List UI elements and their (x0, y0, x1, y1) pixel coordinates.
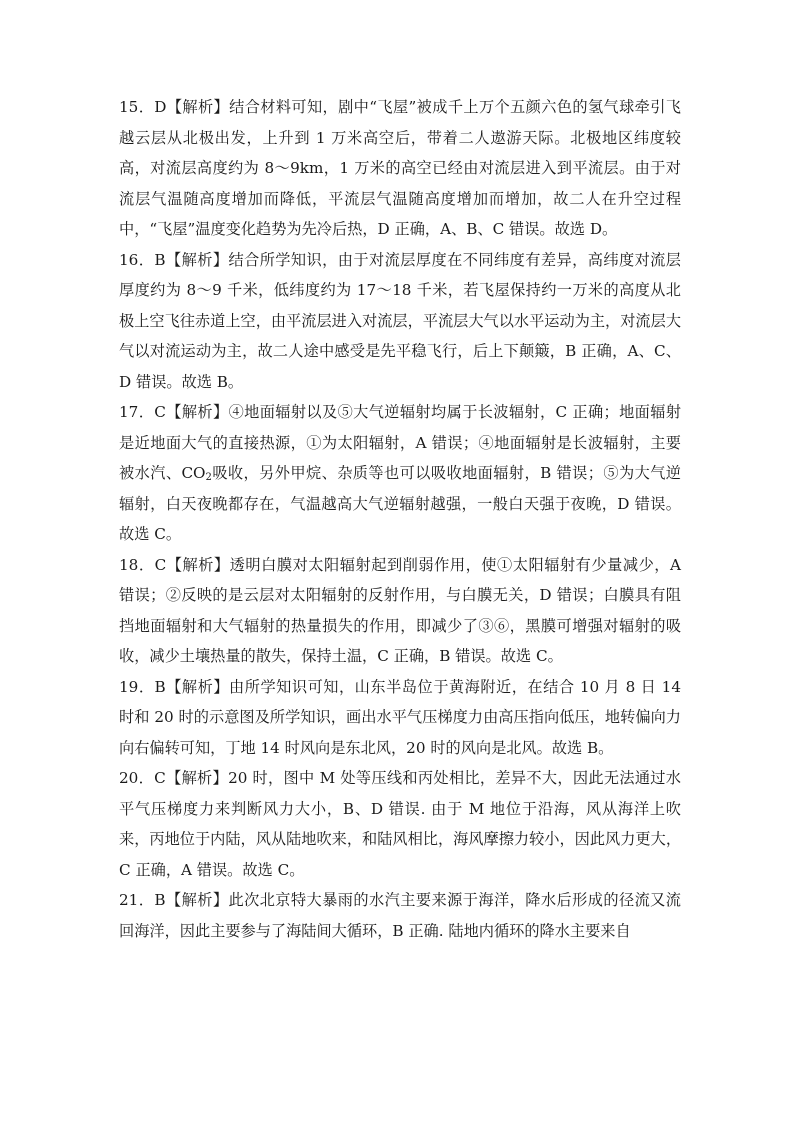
answer-17-head: 17．C【解析】 (119, 403, 229, 421)
answer-21-body: 此次北京特大暴雨的水汽主要来源于海洋，降水后形成的径流又流回海洋，因此主要参与了海陆间大循环，B 正确. 陆地内循环的降水主要来自 (119, 891, 681, 940)
answer-17 (119, 397, 681, 550)
answer-16 (119, 245, 681, 398)
answer-20 (119, 763, 681, 885)
answer-17-body-part1: ④地面辐射以及⑤大气逆辐射均属于长波辐射，C 正确；地面辐射是近地面大气的直接热源，①为太阳辐射，A 错误；④地面辐射是长波辐射，主要被水汽、CO (119, 403, 682, 482)
answer-21 (119, 885, 681, 946)
answer-19 (119, 672, 681, 764)
answer-15-head: 15．D【解析】 (119, 98, 230, 116)
answer-16-head: 16．B【解析】 (119, 250, 229, 269)
answer-16-body: 结合所学知识，由于对流层厚度在不同纬度有差异，高纬度对流层厚度约为 8～9 千米，低纬度约为 17～18 千米，若飞屋保持约一万米的高度从北极上空飞往赤道上空，由平流层进入对流层，平流层大气以水平运动为主，对流层大气以对流运动为主，故二人途中感受是先平稳飞行，后上下颠簸，B 正确，A、C、D 错误。故选 B。 (119, 250, 681, 391)
answer-15-body: 结合材料可知，剧中“飞屋”被成千上万个五颜六色的氢气球牵引飞越云层从北极出发，上升到 1 万米高空后，带着二人遨游天际。北极地区纬度较高，对流层高度约为 8～9km，1 万米的高空已经由对流层进入到平流层。由于对流层气温随高度增加而降低，平流层气温随高度增加而增加，故二人在升空过程中，“飞屋”温度变化趋势为先冷后热，D 正确，A、B、C 错误。故选 D。 (119, 98, 681, 238)
answer-explanations (119, 92, 681, 946)
answer-17-body (119, 403, 681, 543)
answer-20-head: 20．C【解析】 (119, 769, 229, 787)
answer-21-head: 21．B【解析】 (119, 891, 229, 909)
answer-17-subscript: 2 (205, 472, 212, 483)
answer-17-body-part2: 吸收，另外甲烷、杂质等也可以吸收地面辐射，B 错误；⑤为大气逆辐射，白天夜晚都存在，气温越高大气逆辐射越强，一般白天强于夜晚，D 错误。故选 C。 (119, 464, 681, 543)
answer-19-body: 由所学知识可知，山东半岛位于黄海附近，在结合 10 月 8 日 14 时和 20 时的示意图及所学知识，画出水平气压梯度力由高压指向低压，地转偏向力向右偏转可知，丁地 14 时风向是东北风，20 时的风向是北风。故选 B。 (119, 677, 681, 757)
answer-20-body: 20 时，图中 M 处等压线和丙处相比，差异不大，因此无法通过水平气压梯度力来判断风力大小，B、D 错误. 由于 M 地位于沿海，风从海洋上吹来，丙地位于内陆，风从陆地吹来，和陆风相比，海风摩擦力较小，因此风力更大，C 正确，A 错误。故选 C。 (119, 769, 681, 879)
answer-18-body: 透明白膜对太阳辐射起到削弱作用，使①太阳辐射有少量减少，A 错误；②反映的是云层对太阳辐射的反射作用，与白膜无关，D 错误；白膜具有阻挡地面辐射和大气辐射的热量损失的作用，即减少了③⑥，黑膜可增强对辐射的吸收，减少土壤热量的散失，保持土温，C 正确，B 错误。故选 C。 (119, 555, 682, 665)
answer-19-head: 19．B【解析】 (119, 677, 230, 696)
answer-18-head: 18．C【解析】 (119, 555, 230, 574)
answer-15 (119, 92, 681, 245)
answer-18 (119, 550, 681, 672)
